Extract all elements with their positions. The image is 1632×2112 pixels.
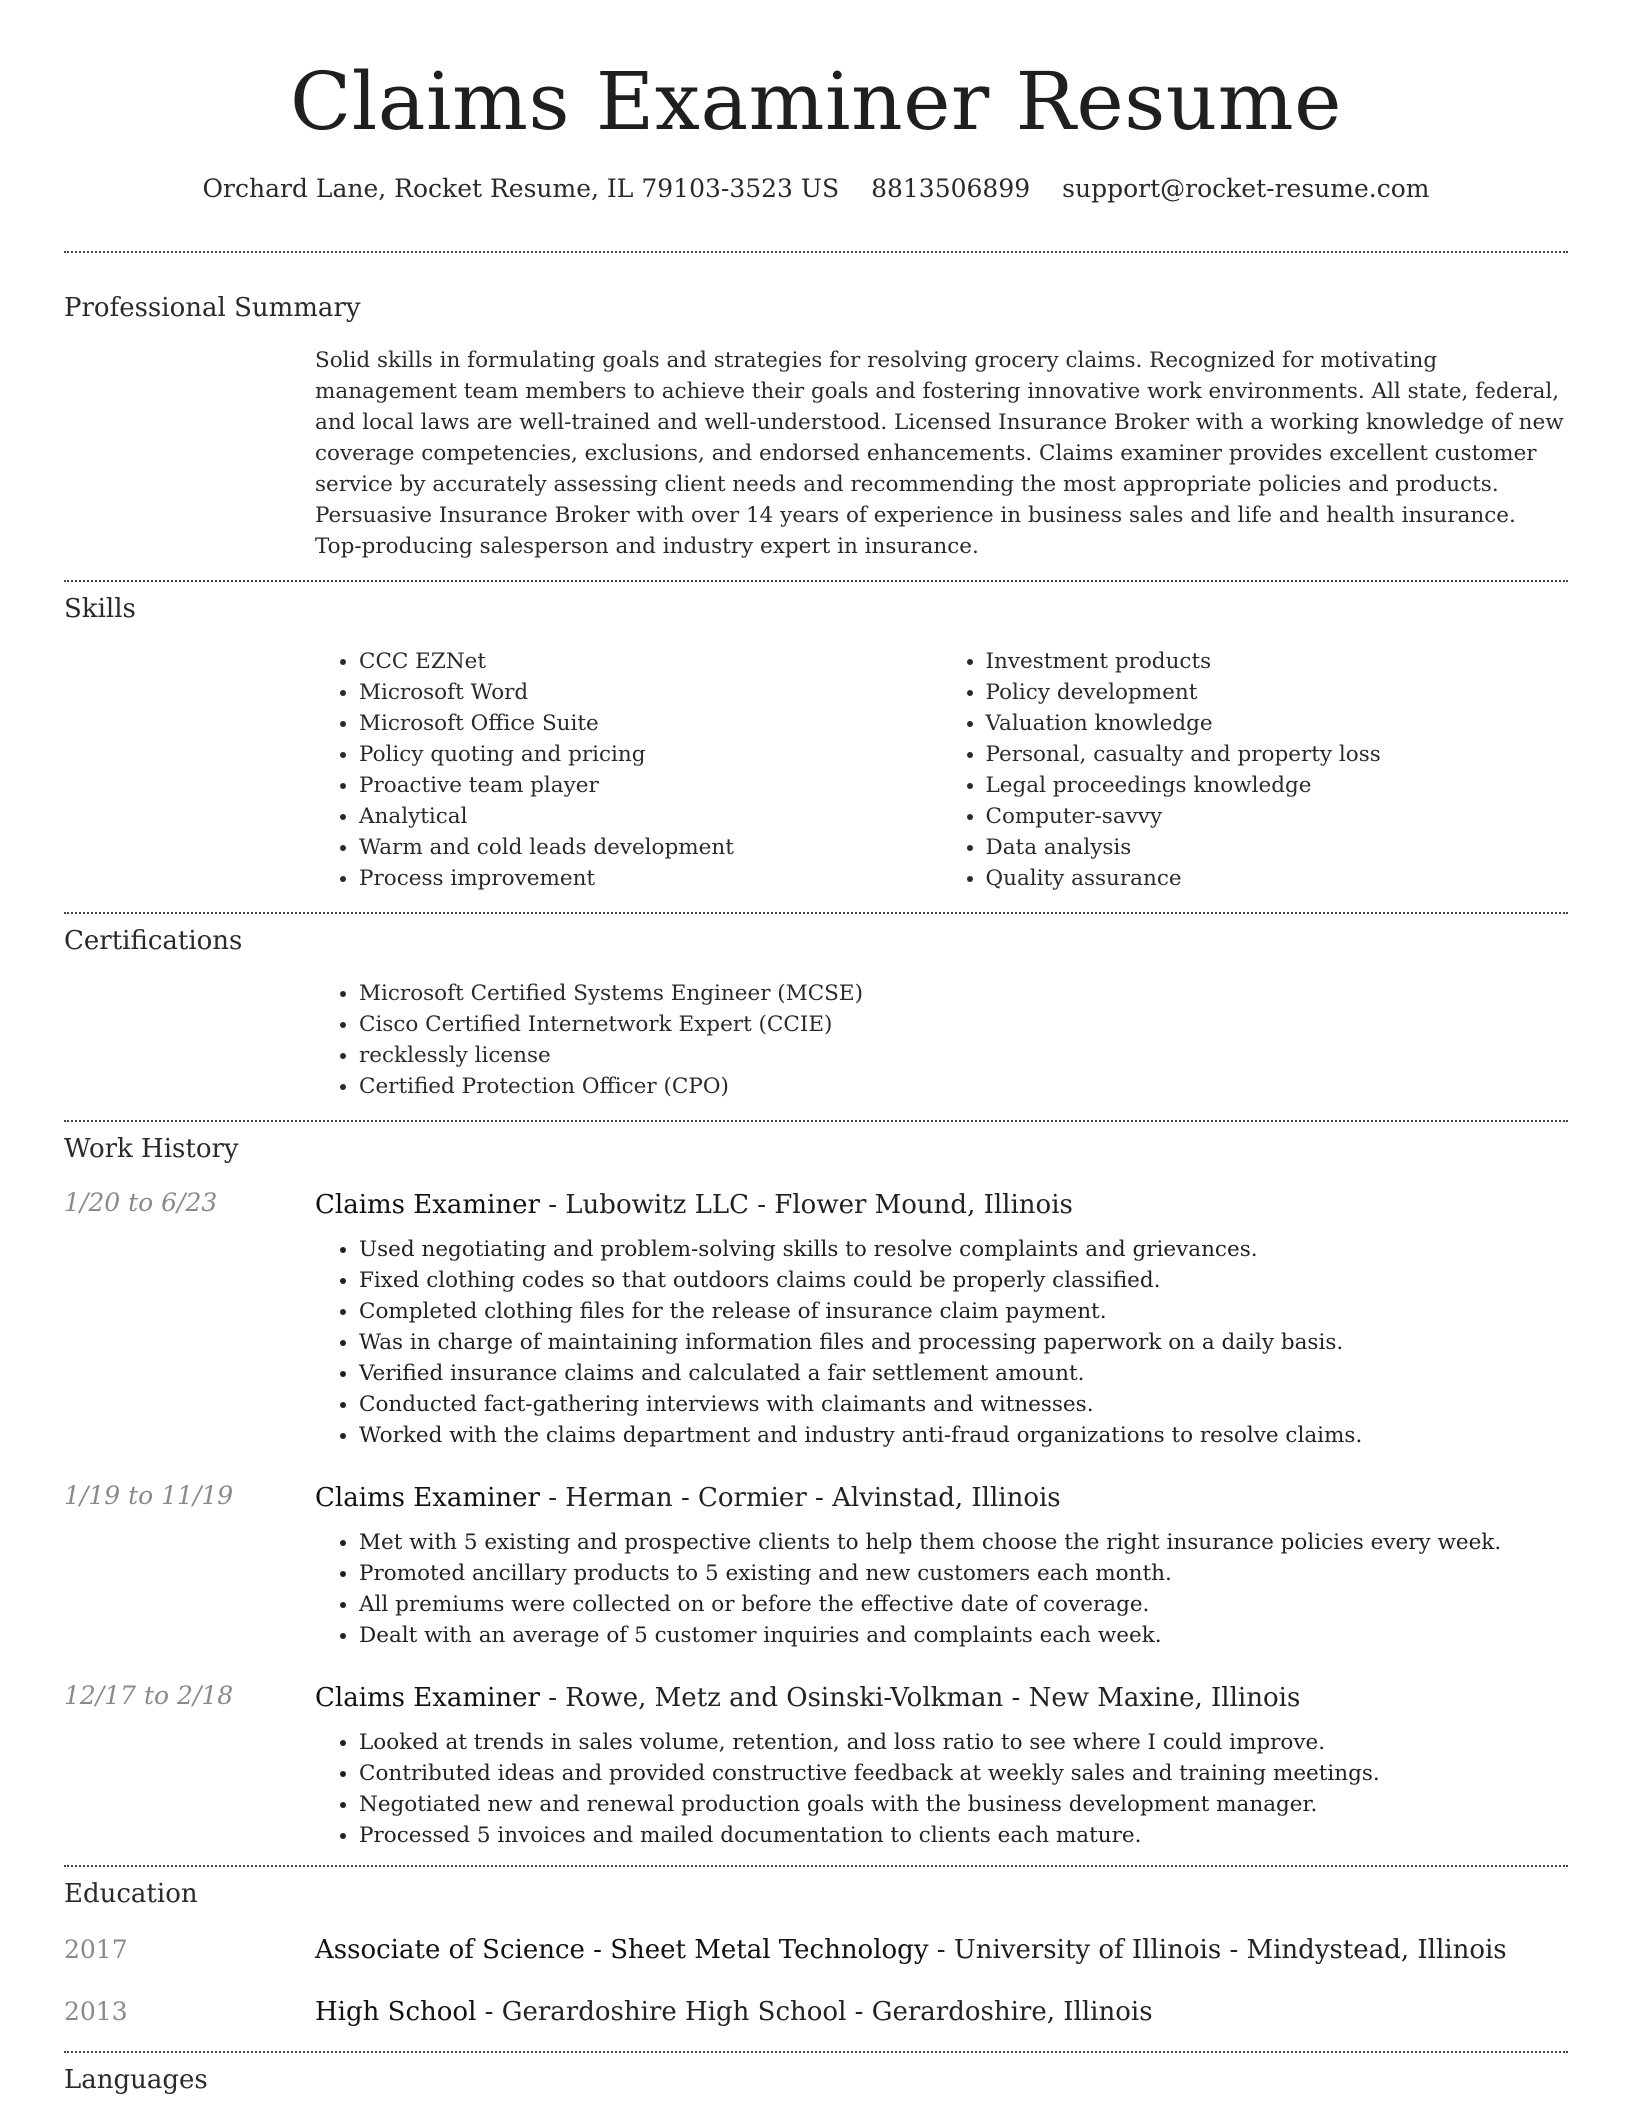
job-date: 1/19 to 11/19: [64, 1481, 234, 1510]
skill-item: • Legal proceedings knowledge: [986, 770, 1569, 801]
job-title: [315, 1681, 1568, 1715]
education-school: - University of Illinois - Mindystead, Illinois: [928, 1935, 1507, 1965]
education-text: [315, 1935, 1507, 1965]
job-bullet: • Negotiated new and renewal production goals with the business development manager.: [359, 1789, 1568, 1820]
job-employer: - Lubowitz LLC - Flower Mound, Illinois: [539, 1190, 1073, 1220]
skill-item: • Proactive team player: [359, 770, 942, 801]
certification-item: • Microsoft Certified Systems Engineer (MCSE): [359, 978, 1568, 1009]
certifications-section: [0, 914, 1632, 1102]
skills-list-right: [942, 646, 1569, 894]
skill-item: • Policy development: [986, 677, 1569, 708]
skill-item: • Process improvement: [359, 863, 942, 894]
job-role: Claims Examiner: [315, 1190, 540, 1220]
section-title-summary: Professional Summary: [64, 293, 361, 323]
job-bullet: • Verified insurance claims and calculated a fair settlement amount.: [359, 1358, 1568, 1389]
skill-item: • Policy quoting and pricing: [359, 739, 942, 770]
job-entry: [64, 1188, 1568, 1451]
education-section: [0, 1867, 1632, 2027]
job-bullets: [315, 1727, 1568, 1851]
skill-item: • Data analysis: [986, 832, 1569, 863]
job-bullets: [315, 1527, 1568, 1651]
certification-item: • recklessly license: [359, 1040, 1568, 1071]
skill-item: • Computer-savvy: [986, 801, 1569, 832]
certifications-list: [315, 978, 1568, 1102]
job-bullets: [315, 1234, 1568, 1451]
job-bullet: • Fixed clothing codes so that outdoors claims could be properly classified.: [359, 1265, 1568, 1296]
certification-item: • Certified Protection Officer (CPO): [359, 1071, 1568, 1102]
job-bullet: • Promoted ancillary products to 5 existing and new customers each month.: [359, 1558, 1568, 1589]
job-bullet: • Used negotiating and problem-solving skills to resolve complaints and grievances.: [359, 1234, 1568, 1265]
job-employer: - Herman - Cormier - Alvinstad, Illinois: [539, 1483, 1061, 1513]
job-bullet: • Conducted fact-gathering interviews with claimants and witnesses.: [359, 1389, 1568, 1420]
certification-item: • Cisco Certified Internetwork Expert (CCIE): [359, 1009, 1568, 1040]
education-date: 2017: [64, 1935, 128, 1964]
section-title-certifications: Certifications: [64, 926, 243, 956]
skills-section: [0, 582, 1632, 894]
education-text: [315, 1997, 1153, 2027]
job-bullet: • Looked at trends in sales volume, retention, and loss ratio to see where I could improve.: [359, 1727, 1568, 1758]
job-date: 12/17 to 2/18: [64, 1681, 234, 1710]
skills-columns: [315, 646, 1568, 894]
job-bullet: • Completed clothing files for the release of insurance claim payment.: [359, 1296, 1568, 1327]
job-bullet: • Met with 5 existing and prospective clients to help them choose the right insurance policies every week.: [359, 1527, 1568, 1558]
contact-line: [0, 174, 1632, 203]
skill-item: • Quality assurance: [986, 863, 1569, 894]
education-degree: Associate of Science - Sheet Metal Technology: [315, 1935, 929, 1965]
education-school: - Gerardoshire High School - Gerardoshire, Illinois: [476, 1997, 1153, 2027]
job-role: Claims Examiner: [315, 1483, 540, 1513]
job-bullet: • Worked with the claims department and industry anti-fraud organizations to resolve claims.: [359, 1420, 1568, 1451]
education-date: 2013: [64, 1997, 128, 2026]
email-text: support@rocket-resume.com: [1062, 174, 1430, 203]
job-entry: [64, 1481, 1568, 1651]
work-history-section: [0, 1122, 1632, 1851]
skill-item: • Microsoft Word: [359, 677, 942, 708]
skill-item: • Investment products: [986, 646, 1569, 677]
job-role: Claims Examiner: [315, 1683, 540, 1713]
skill-item: • Microsoft Office Suite: [359, 708, 942, 739]
section-title-work-history: Work History: [64, 1134, 239, 1164]
skills-list-left: [315, 646, 942, 894]
job-bullet: • Dealt with an average of 5 customer inquiries and complaints each week.: [359, 1620, 1568, 1651]
job-bullet: • All premiums were collected on or before the effective date of coverage.: [359, 1589, 1568, 1620]
job-bullet: • Was in charge of maintaining information files and processing paperwork on a daily basis.: [359, 1327, 1568, 1358]
job-title: [315, 1481, 1568, 1515]
skill-item: • Analytical: [359, 801, 942, 832]
resume-header: [0, 0, 1632, 203]
skill-item: • Warm and cold leads development: [359, 832, 942, 863]
skill-item: • Valuation knowledge: [986, 708, 1569, 739]
job-bullet: • Contributed ideas and provided constructive feedback at weekly sales and training meetings.: [359, 1758, 1568, 1789]
job-entry: [64, 1681, 1568, 1851]
section-title-education: Education: [64, 1879, 198, 1909]
languages-section: [0, 2053, 1632, 2095]
job-title: [315, 1188, 1568, 1222]
education-entry: [64, 1935, 1568, 1965]
summary-section: [0, 253, 1632, 562]
education-degree: High School: [315, 1997, 477, 2027]
phone-text: 8813506899: [871, 174, 1031, 203]
job-bullet: • Processed 5 invoices and mailed documentation to clients each mature.: [359, 1820, 1568, 1851]
section-title-skills: Skills: [64, 594, 136, 624]
skill-item: • Personal, casualty and property loss: [986, 739, 1569, 770]
job-date: 1/20 to 6/23: [64, 1188, 218, 1217]
education-entry: [64, 1997, 1568, 2027]
resume-title: Claims Examiner Resume: [290, 55, 1342, 148]
summary-text: Solid skills in formulating goals and strategies for resolving grocery claims. Recognized for motivating management team members to achieve their goals and fostering innovative work environments. All state, federal, and local laws are well-trained and well-understood. Licensed Insurance Broker with a working knowledge of new coverage competencies, exclusions, and endorsed enhancements. Claims examiner provides excellent customer service by accurately assessing client needs and recommending the most appropriate policies and products. Persuasive Insurance Broker with over 14 years of experience in business sales and life and health insurance. Top-producing salesperson and industry expert in insurance.: [315, 348, 1564, 559]
address-text: Orchard Lane, Rocket Resume, IL 79103-3523 US: [202, 174, 840, 203]
job-employer: - Rowe, Metz and Osinski-Volkman - New Maxine, Illinois: [539, 1683, 1301, 1713]
skill-item: • CCC EZNet: [359, 646, 942, 677]
section-title-languages: Languages: [64, 2065, 208, 2095]
